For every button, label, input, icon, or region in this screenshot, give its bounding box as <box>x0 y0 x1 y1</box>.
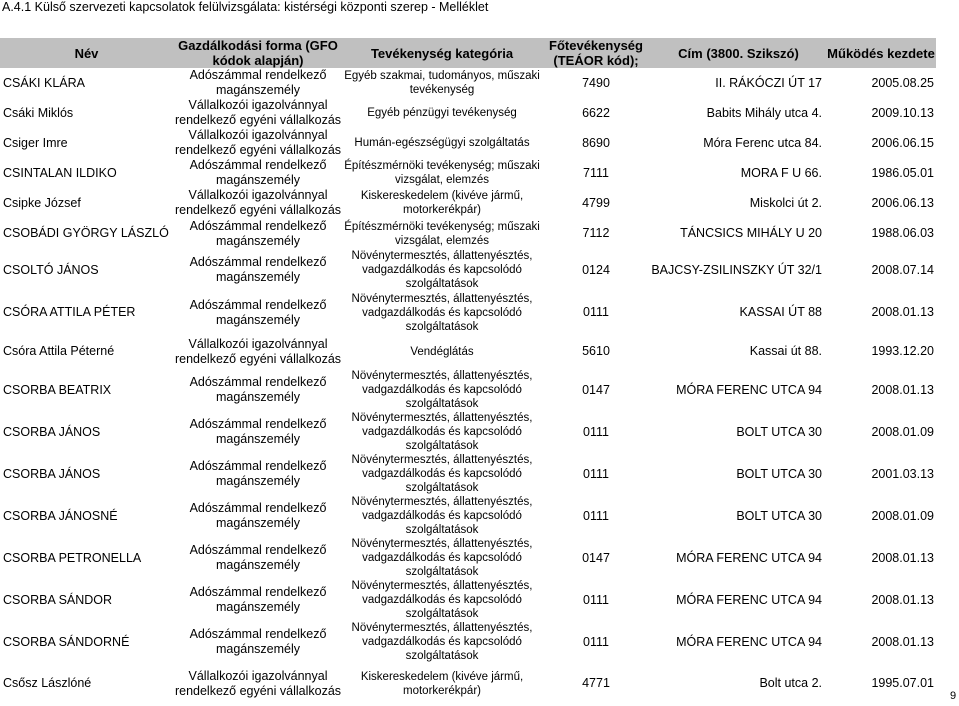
table-cell-name: CSORBA SÁNDOR <box>3 592 113 607</box>
table-row <box>0 98 936 128</box>
table-cell-form: Vállalkozói igazolvánnyal rendelkező egyéni vállalkozás <box>174 128 342 157</box>
table-row <box>0 291 936 334</box>
table-cell-form: Vállalkozói igazolvánnyal rendelkező egyéni vállalkozás <box>174 98 342 127</box>
table-cell-form: Adószámmal rendelkező magánszemély <box>189 501 327 530</box>
table-cell-address: Bolt utca 2. <box>759 676 822 690</box>
table-cell-form: Adószámmal rendelkező magánszemély <box>189 255 327 284</box>
table-cell-activity: Növénytermesztés, állattenyésztés, vadgazdálkodás és kapcsolódó szolgáltatások <box>351 496 533 536</box>
table-row <box>0 188 936 218</box>
table-cell-address: BOLT UTCA 30 <box>736 508 822 523</box>
table-cell-teaor: 0111 <box>583 634 609 649</box>
table-row <box>0 495 936 537</box>
table-cell-activity: Növénytermesztés, állattenyésztés, vadgazdálkodás és kapcsolódó szolgáltatások <box>351 580 533 620</box>
page-number: 9 <box>950 690 957 702</box>
table-cell-address: MÓRA FERENC UTCA 94 <box>676 382 822 397</box>
table-cell-activity: Humán-egészségügyi szolgáltatás <box>354 137 530 149</box>
table-cell-name: CSOBÁDI GYÖRGY LÁSZLÓ <box>3 226 169 240</box>
table-cell-name: CSORBA JÁNOS <box>3 466 101 481</box>
table-cell-address: Babits Mihály utca 4. <box>706 105 822 120</box>
table-cell-form: Adószámmal rendelkező magánszemély <box>189 158 327 187</box>
table-cell-form: Vállalkozói igazolvánnyal rendelkező egyéni vállalkozás <box>174 336 342 366</box>
table-cell-address: Miskolci út 2. <box>749 195 822 210</box>
table-cell-address: Móra Ferenc utca 84. <box>703 135 822 150</box>
table-cell-start: 2009.10.13 <box>871 105 934 120</box>
table-cell-teaor: 0111 <box>583 508 609 523</box>
header-name: Név <box>0 38 173 68</box>
table-cell-name: CSORBA BEATRIX <box>3 382 112 397</box>
table-cell-start: 1995.07.01 <box>871 676 934 690</box>
table-cell-form: Adószámmal rendelkező magánszemély <box>189 627 327 656</box>
table-cell-address: BOLT UTCA 30 <box>736 424 822 439</box>
table-cell-address: MÓRA FERENC UTCA 94 <box>676 592 822 607</box>
table-row <box>0 411 936 453</box>
table-cell-activity: Növénytermesztés, állattenyésztés, vadgazdálkodás és kapcsolódó szolgáltatások <box>351 454 533 494</box>
header-form: Gazdálkodási forma (GFO kódok alapján) <box>173 38 343 68</box>
table-cell-start: 2008.07.14 <box>871 262 934 277</box>
table-cell-activity: Kiskereskedelem (kivéve jármű, motorkerékpár) <box>360 190 524 216</box>
table-cell-address: MORA F U 66. <box>740 165 822 180</box>
table-cell-teaor: 5610 <box>582 344 610 358</box>
table-cell-address: BOLT UTCA 30 <box>736 466 822 481</box>
table-cell-start: 1993.12.20 <box>871 344 934 358</box>
header-start: Működés kezdete <box>826 38 936 68</box>
table-cell-teaor: 4771 <box>582 676 610 690</box>
table-row <box>0 621 936 663</box>
table-cell-teaor: 0111 <box>583 424 609 439</box>
table-cell-activity: Egyéb szakmai, tudományos, műszaki tevékenység <box>344 70 540 96</box>
table-cell-form: Adószámmal rendelkező magánszemély <box>189 68 327 97</box>
table-cell-teaor: 4799 <box>582 195 610 210</box>
table-cell-name: CSORBA JÁNOS <box>3 424 101 439</box>
table-cell-start: 2008.01.13 <box>871 382 934 397</box>
table-row <box>0 579 936 621</box>
table-cell-name: Csiger Imre <box>3 135 68 150</box>
table-cell-teaor: 0147 <box>582 382 610 397</box>
table-cell-activity: Kiskereskedelem (kivéve jármű, motorkerékpár) <box>360 670 524 697</box>
table-cell-teaor: 0111 <box>583 592 609 607</box>
table-cell-activity: Növénytermesztés, állattenyésztés, vadgazdálkodás és kapcsolódó szolgáltatások <box>351 370 533 410</box>
table-cell-name: CSINTALAN ILDIKO <box>3 165 117 180</box>
table-cell-address: Kassai út 88. <box>749 344 822 358</box>
table-cell-teaor: 0147 <box>582 550 610 565</box>
table-cell-teaor: 6622 <box>582 105 610 120</box>
table-cell-activity: Növénytermesztés, állattenyésztés, vadgazdálkodás és kapcsolódó szolgáltatások <box>351 292 533 333</box>
table-cell-activity: Növénytermesztés, állattenyésztés, vadgazdálkodás és kapcsolódó szolgáltatások <box>351 250 533 290</box>
document-title: A.4.1 Külső szervezeti kapcsolatok felülvizsgálata: kistérségi központi szerep - Melléklet <box>2 0 489 14</box>
table-row <box>0 128 936 158</box>
table-cell-activity: Növénytermesztés, állattenyésztés, vadgazdálkodás és kapcsolódó szolgáltatások <box>351 538 533 578</box>
header-teaor: Főtevékenység (TEÁOR kód); <box>541 38 651 68</box>
register-table <box>0 38 936 704</box>
table-row <box>0 158 936 188</box>
table-cell-form: Adószámmal rendelkező magánszemély <box>189 297 327 327</box>
table-cell-address: TÁNCSICS MIHÁLY U 20 <box>680 226 822 240</box>
table-cell-address: BAJCSY-ZSILINSZKY ÚT 32/1 <box>651 262 822 277</box>
table-cell-activity: Növénytermesztés, állattenyésztés, vadgazdálkodás és kapcsolódó szolgáltatások <box>351 412 533 452</box>
table-cell-address: MÓRA FERENC UTCA 94 <box>676 634 822 649</box>
table-cell-form: Adószámmal rendelkező magánszemély <box>189 218 327 248</box>
table-cell-activity: Növénytermesztés, állattenyésztés, vadgazdálkodás és kapcsolódó szolgáltatások <box>351 622 533 662</box>
table-cell-teaor: 0111 <box>583 466 609 481</box>
table-cell-name: CSÓRA ATTILA PÉTER <box>3 305 136 319</box>
header-activity: Tevékenység kategória <box>343 38 541 68</box>
table-cell-start: 2008.01.13 <box>871 305 934 319</box>
table-cell-start: 2005.08.25 <box>871 75 934 90</box>
table-cell-name: CSORBA SÁNDORNÉ <box>3 634 130 649</box>
table-cell-start: 1988.06.03 <box>871 226 934 240</box>
table-row <box>0 334 936 369</box>
table-row <box>0 537 936 579</box>
table-cell-activity: Építészmérnöki tevékenység; műszaki vizsgálat, elemzés <box>344 220 540 247</box>
table-cell-teaor: 8690 <box>582 135 610 150</box>
table-cell-activity: Egyéb pénzügyi tevékenység <box>367 107 517 119</box>
table-cell-start: 2008.01.09 <box>871 508 934 523</box>
table-cell-name: CSÁKI KLÁRA <box>3 75 85 90</box>
table-row <box>0 453 936 495</box>
table-cell-address: MÓRA FERENC UTCA 94 <box>676 550 822 565</box>
table-row <box>0 68 936 98</box>
table-cell-name: CSOLTÓ JÁNOS <box>3 262 99 277</box>
table-cell-teaor: 0111 <box>583 305 609 319</box>
table-cell-teaor: 7490 <box>582 75 610 90</box>
table-cell-name: CSORBA PETRONELLA <box>3 550 142 565</box>
table-row <box>0 249 936 291</box>
table-cell-form: Vállalkozói igazolvánnyal rendelkező egyéni vállalkozás <box>174 188 342 217</box>
table-cell-form: Adószámmal rendelkező magánszemély <box>189 585 327 614</box>
header-row <box>0 38 936 68</box>
table-cell-start: 2006.06.15 <box>871 135 934 150</box>
header-address: Cím (3800. Szikszó) <box>651 38 826 68</box>
table-cell-name: Csipke József <box>3 195 81 210</box>
table-cell-form: Vállalkozói igazolvánnyal rendelkező egyéni vállalkozás <box>174 668 342 698</box>
table-cell-activity: Építészmérnöki tevékenység; műszaki vizsgálat, elemzés <box>344 160 540 186</box>
table-cell-name: Csáki Miklós <box>3 105 74 120</box>
table-cell-address: KASSAI ÚT 88 <box>739 305 822 319</box>
table-cell-activity: Vendéglátás <box>410 345 474 358</box>
table-row <box>0 369 936 411</box>
table-cell-teaor: 0124 <box>582 262 610 277</box>
table-cell-start: 2006.06.13 <box>871 195 934 210</box>
table-cell-start: 2008.01.13 <box>871 634 934 649</box>
table-cell-name: Csóra Attila Péterné <box>3 344 115 358</box>
table-cell-start: 2001.03.13 <box>871 466 934 481</box>
table-cell-teaor: 7112 <box>582 226 610 240</box>
table-cell-teaor: 7111 <box>583 165 609 180</box>
table-row <box>0 663 936 704</box>
table-cell-name: Csősz Lászlóné <box>3 676 92 690</box>
table-cell-form: Adószámmal rendelkező magánszemély <box>189 417 327 446</box>
table-cell-address: II. RÁKÓCZI ÚT 17 <box>715 75 822 90</box>
table-cell-name: CSORBA JÁNOSNÉ <box>3 508 118 523</box>
table-cell-form: Adószámmal rendelkező magánszemély <box>189 543 327 572</box>
table-cell-start: 2008.01.13 <box>871 550 934 565</box>
table-cell-form: Adószámmal rendelkező magánszemély <box>189 375 327 404</box>
table-cell-start: 1986.05.01 <box>871 165 934 180</box>
table-cell-start: 2008.01.13 <box>871 592 934 607</box>
table-cell-form: Adószámmal rendelkező magánszemély <box>189 459 327 488</box>
table-cell-start: 2008.01.09 <box>871 424 934 439</box>
table-row <box>0 218 936 249</box>
